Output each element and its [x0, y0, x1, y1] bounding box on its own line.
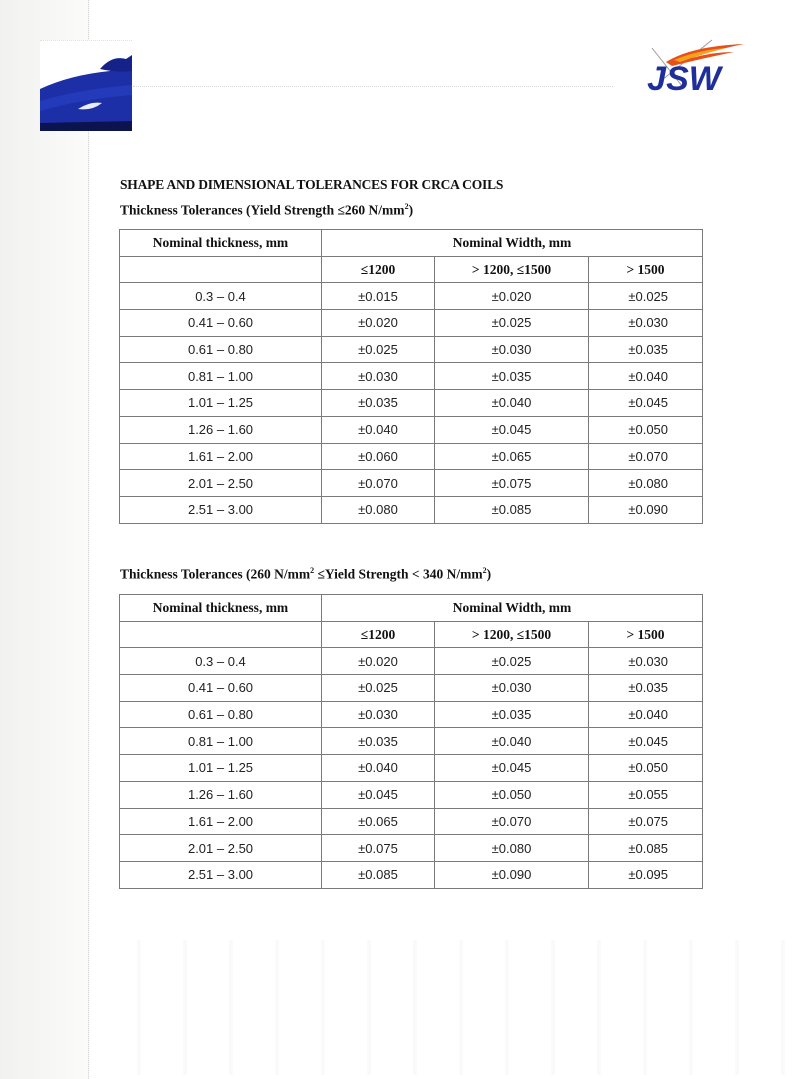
tolerance-value: ±0.070 — [435, 808, 589, 835]
table-row — [120, 755, 703, 782]
thickness-range: 0.81 – 1.00 — [120, 728, 322, 755]
table-header-row — [120, 230, 703, 257]
tolerance-value: ±0.025 — [435, 310, 589, 337]
tolerance-value: ±0.030 — [435, 675, 589, 702]
thickness-range: 0.61 – 0.80 — [120, 336, 322, 363]
table-row — [120, 835, 703, 862]
table-row — [120, 701, 703, 728]
table2-caption: Thickness Tolerances (260 $N/mm^2$ ≤Yield Strength < 340 $N/mm^2$) — [120, 566, 492, 582]
table-row — [120, 443, 703, 470]
table-row — [120, 336, 703, 363]
table-row — [120, 675, 703, 702]
tolerance-value: ±0.040 — [589, 701, 703, 728]
header-width-le-1200: ≤1200 — [322, 256, 435, 283]
tolerance-value: ±0.035 — [589, 675, 703, 702]
tolerance-value: ±0.040 — [322, 416, 435, 443]
tolerance-value: ±0.095 — [589, 861, 703, 888]
thickness-range: 2.51 – 3.00 — [120, 496, 322, 523]
tolerance-value: ±0.070 — [322, 470, 435, 497]
tolerance-value: ±0.070 — [589, 443, 703, 470]
tolerance-value: ±0.025 — [589, 283, 703, 310]
table-row — [120, 310, 703, 337]
table-row — [120, 808, 703, 835]
tolerance-value: ±0.090 — [589, 496, 703, 523]
table-row — [120, 363, 703, 390]
thickness-range: 0.41 – 0.60 — [120, 310, 322, 337]
header-width-1200-1500: > 1200, ≤1500 — [435, 621, 589, 648]
header-width-1200-1500: > 1200, ≤1500 — [435, 256, 589, 283]
thickness-range: 0.3 – 0.4 — [120, 648, 322, 675]
table-row — [120, 861, 703, 888]
tolerance-value: ±0.040 — [435, 390, 589, 417]
header-nominal-width: Nominal Width, mm — [322, 595, 703, 622]
tolerance-value: ±0.025 — [435, 648, 589, 675]
tolerance-value: ±0.040 — [435, 728, 589, 755]
table-row — [120, 283, 703, 310]
tolerance-value: ±0.065 — [322, 808, 435, 835]
thickness-range: 0.81 – 1.00 — [120, 363, 322, 390]
thickness-range: 0.61 – 0.80 — [120, 701, 322, 728]
table1-caption: Thickness Tolerances (Yield Strength ≤260 $N/mm^2$) — [120, 202, 414, 218]
header-divider — [133, 86, 613, 87]
header-nominal-thickness: Nominal thickness, mm — [120, 595, 322, 622]
thickness-range: 1.61 – 2.00 — [120, 443, 322, 470]
tolerance-value: ±0.050 — [589, 755, 703, 782]
tolerance-value: ±0.075 — [322, 835, 435, 862]
thickness-range: 1.26 – 1.60 — [120, 781, 322, 808]
tolerance-value: ±0.080 — [435, 835, 589, 862]
tolerance-value: ±0.045 — [589, 728, 703, 755]
background-watermark — [95, 940, 795, 1075]
thickness-range: 2.01 – 2.50 — [120, 835, 322, 862]
header-width-gt-1500: > 1500 — [589, 256, 703, 283]
tolerance-value: ±0.035 — [435, 363, 589, 390]
svg-text:JSW: JSW — [647, 60, 721, 98]
tolerance-value: ±0.040 — [589, 363, 703, 390]
table-row — [120, 496, 703, 523]
tolerance-value: ±0.020 — [322, 648, 435, 675]
thickness-range: 1.61 – 2.00 — [120, 808, 322, 835]
tolerance-value: ±0.085 — [435, 496, 589, 523]
thickness-tolerance-table-ys-260-340 — [119, 594, 703, 889]
tolerance-value: ±0.035 — [322, 390, 435, 417]
header-empty-cell — [120, 621, 322, 648]
header-empty-cell — [120, 256, 322, 283]
tolerance-value: ±0.030 — [589, 310, 703, 337]
tolerance-value: ±0.065 — [435, 443, 589, 470]
table-row — [120, 781, 703, 808]
header-width-gt-1500: > 1500 — [589, 621, 703, 648]
table-row — [120, 728, 703, 755]
tolerance-value: ±0.055 — [589, 781, 703, 808]
tolerance-value: ±0.040 — [322, 755, 435, 782]
tolerance-value: ±0.075 — [589, 808, 703, 835]
table-subheader-row — [120, 621, 703, 648]
document-title: SHAPE AND DIMENSIONAL TOLERANCES FOR CRCA COILS — [120, 177, 504, 192]
thickness-range: 0.3 – 0.4 — [120, 283, 322, 310]
tolerance-value: ±0.050 — [589, 416, 703, 443]
tolerance-value: ±0.050 — [435, 781, 589, 808]
tolerance-value: ±0.075 — [435, 470, 589, 497]
thickness-range: 2.51 – 3.00 — [120, 861, 322, 888]
header-nominal-width: Nominal Width, mm — [322, 230, 703, 257]
jsw-logo — [622, 36, 746, 98]
tolerance-value: ±0.045 — [435, 755, 589, 782]
tolerance-value: ±0.035 — [435, 701, 589, 728]
tolerance-value: ±0.045 — [435, 416, 589, 443]
tolerance-value: ±0.035 — [589, 336, 703, 363]
tolerance-value: ±0.030 — [322, 701, 435, 728]
tolerance-value: ±0.060 — [322, 443, 435, 470]
tolerance-value: ±0.035 — [322, 728, 435, 755]
tolerance-value: ±0.045 — [589, 390, 703, 417]
table-row — [120, 416, 703, 443]
tolerance-value: ±0.015 — [322, 283, 435, 310]
jsw-logo-icon — [622, 36, 746, 98]
thickness-range: 1.01 – 1.25 — [120, 390, 322, 417]
tolerance-value: ±0.030 — [322, 363, 435, 390]
table-subheader-row — [120, 256, 703, 283]
tolerance-value: ±0.080 — [589, 470, 703, 497]
thickness-range: 1.26 – 1.60 — [120, 416, 322, 443]
tolerance-value: ±0.090 — [435, 861, 589, 888]
tolerance-value: ±0.020 — [322, 310, 435, 337]
page-margin-strip — [0, 0, 89, 1079]
tolerance-value: ±0.030 — [435, 336, 589, 363]
thickness-range: 1.01 – 1.25 — [120, 755, 322, 782]
tolerance-value: ±0.020 — [435, 283, 589, 310]
tolerance-value: ±0.025 — [322, 675, 435, 702]
corner-product-photo — [40, 40, 132, 131]
table-row — [120, 648, 703, 675]
tolerance-value: ±0.030 — [589, 648, 703, 675]
table-row — [120, 390, 703, 417]
steel-car-image-icon — [40, 41, 132, 131]
tolerance-value: ±0.045 — [322, 781, 435, 808]
header-width-le-1200: ≤1200 — [322, 621, 435, 648]
thickness-range: 2.01 – 2.50 — [120, 470, 322, 497]
tolerance-value: ±0.085 — [322, 861, 435, 888]
tolerance-value: ±0.080 — [322, 496, 435, 523]
thickness-tolerance-table-ys-260 — [119, 229, 703, 524]
table-row — [120, 470, 703, 497]
tolerance-value: ±0.085 — [589, 835, 703, 862]
tolerance-value: ±0.025 — [322, 336, 435, 363]
header-nominal-thickness: Nominal thickness, mm — [120, 230, 322, 257]
table-header-row — [120, 595, 703, 622]
thickness-range: 0.41 – 0.60 — [120, 675, 322, 702]
